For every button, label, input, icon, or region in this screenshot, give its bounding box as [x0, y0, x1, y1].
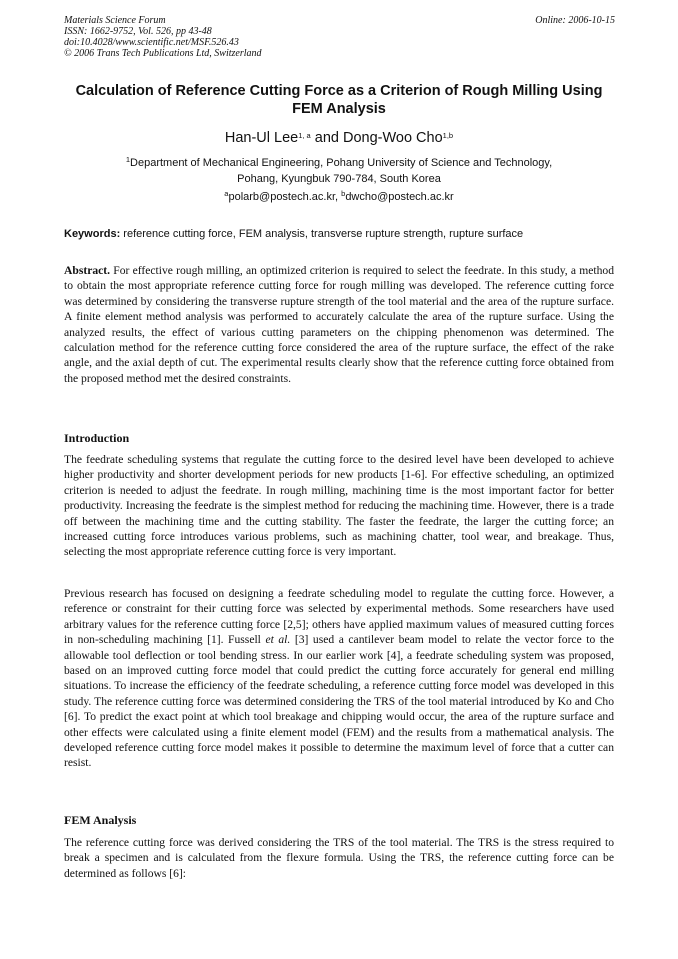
author-1-sup: 1, a: [298, 131, 311, 140]
doi: doi:10.4028/www.scientific.net/MSF.526.43: [64, 37, 239, 48]
introduction-heading: Introduction: [64, 431, 130, 445]
author-and: and: [310, 130, 343, 146]
authors: [60, 130, 618, 146]
affiliation-line1: Department of Mechanical Engineering, Pohang University of Science and Technology,: [130, 157, 553, 169]
introduction-paragraph-2: [64, 586, 614, 771]
affiliation-sup: 1: [125, 155, 131, 164]
journal-name: Materials Science Forum: [64, 15, 166, 26]
fem-paragraph-1: The reference cutting force was derived considering the TRS of the tool material. The TRS is the stress required to break a specimen and is calculated from the flexure formula. Using the TRS, the reference cutting force can be determined as follows [6]:: [64, 836, 614, 880]
intro-p2-part-a: Previous research has focused on designing a feedrate scheduling model to regulate the cutting force. However, a reference or constraint for their cutting force was selected by experimental methods. Some researchers have used arbitrary values for the reference cutting force [2,5]; others have applied maximum values of measured cutting forces in non-scheduling machining [1]. Fussell: [64, 587, 614, 647]
emails: [60, 191, 618, 203]
abstract-label: Abstract.: [64, 264, 111, 277]
affiliation: [60, 155, 618, 187]
intro-p2-part-b: [3] used a cantilever beam model to relate the vector force to the allowable tool deflection or tool bending stress. In our earlier work [4], a feedrate scheduling system was proposed, based on an improved cutting force model that could predict the cutting force accurately for general end milling situations. To increase the efficiency of the feedrate scheduling, a reference cutting force model was developed in this study. The reference cutting force was determined considering the TRS of the tool material introduced by Ko and Cho [6]. To predict the exact point at which tool breakage and chipping would occur, the area of the rupture surface and other effects were calculated using a finite element model (FEM) and the results from a mathematical analysis. The developed reference cutting force model makes it possible to determine the maximum level of force that a cutter can resist.: [64, 633, 614, 770]
introduction-paragraph-1: The feedrate scheduling systems that regulate the cutting force to the desired level have been developed to achieve higher productivity and shorter development periods for new products [1-6]. For effective scheduling, an optimized criterion is needed to adjust the feedrate. In rough milling, machining time is the most important factor for better productivity. Increasing the feedrate is the simplest method for reducing the machining time. However, there is a trade off between the machining time and the cutting stability. The faster the feedrate, the larger the cutting force; an increased cutting force introduces various problems, such as machining chatter, tool wear, and breakage. Thus, selecting the most appropriate reference cutting force is very important.: [64, 453, 614, 559]
keywords-label: Keywords:: [64, 228, 121, 240]
email-a[interactable]: polarb@postech.ac.kr: [228, 191, 336, 203]
issn: ISSN: 1662-9752, Vol. 526, pp 43-48: [64, 26, 212, 37]
copyright: © 2006 Trans Tech Publications Ltd, Switzerland: [64, 48, 262, 59]
keywords: [64, 228, 624, 240]
email-a-sup: a: [224, 189, 229, 198]
author-2: Dong-Woo Cho: [342, 130, 443, 146]
author-2-sup: 1,b: [442, 131, 454, 140]
online-date: Online: 2006-10-15: [535, 15, 615, 26]
email-b-sup: b: [341, 189, 346, 198]
affiliation-line2: Pohang, Kyungbuk 790-784, South Korea: [237, 173, 441, 185]
keywords-text: reference cutting force, FEM analysis, transverse rupture strength, rupture surface: [120, 228, 524, 240]
author-1: Han-Ul Lee: [224, 130, 299, 146]
journal-header: [64, 15, 262, 59]
intro-p2-etal: et al.: [265, 633, 291, 647]
fem-analysis-heading: FEM Analysis: [64, 813, 137, 827]
email-sep: ,: [335, 191, 342, 203]
abstract: [64, 263, 614, 386]
email-b[interactable]: dwcho@postech.ac.kr: [345, 191, 454, 203]
paper-title: Calculation of Reference Cutting Force as a Criterion of Rough Milling Using FEM Analysis: [75, 83, 603, 117]
abstract-text: For effective rough milling, an optimized criterion is required to select the feedrate. In this study, a method to obtain the most appropriate reference cutting force for rough milling was developed. The reference cutting force was determined by considering the transverse rupture strength of the tool material and the area of the rupture surface. A finite element method analysis was performed to accurately calculate the area of the rupture surface. Using the analyzed results, the effect of various cutting parameters on the chipping phenomenon was determined. The calculation method for the reference cutting force considered the area of the rupture surface, the effect of the rake angle, and the axial depth of cut. The experimental results clearly show that the reference cutting force obtained from the proposed method met the desired constraints.: [64, 264, 614, 385]
